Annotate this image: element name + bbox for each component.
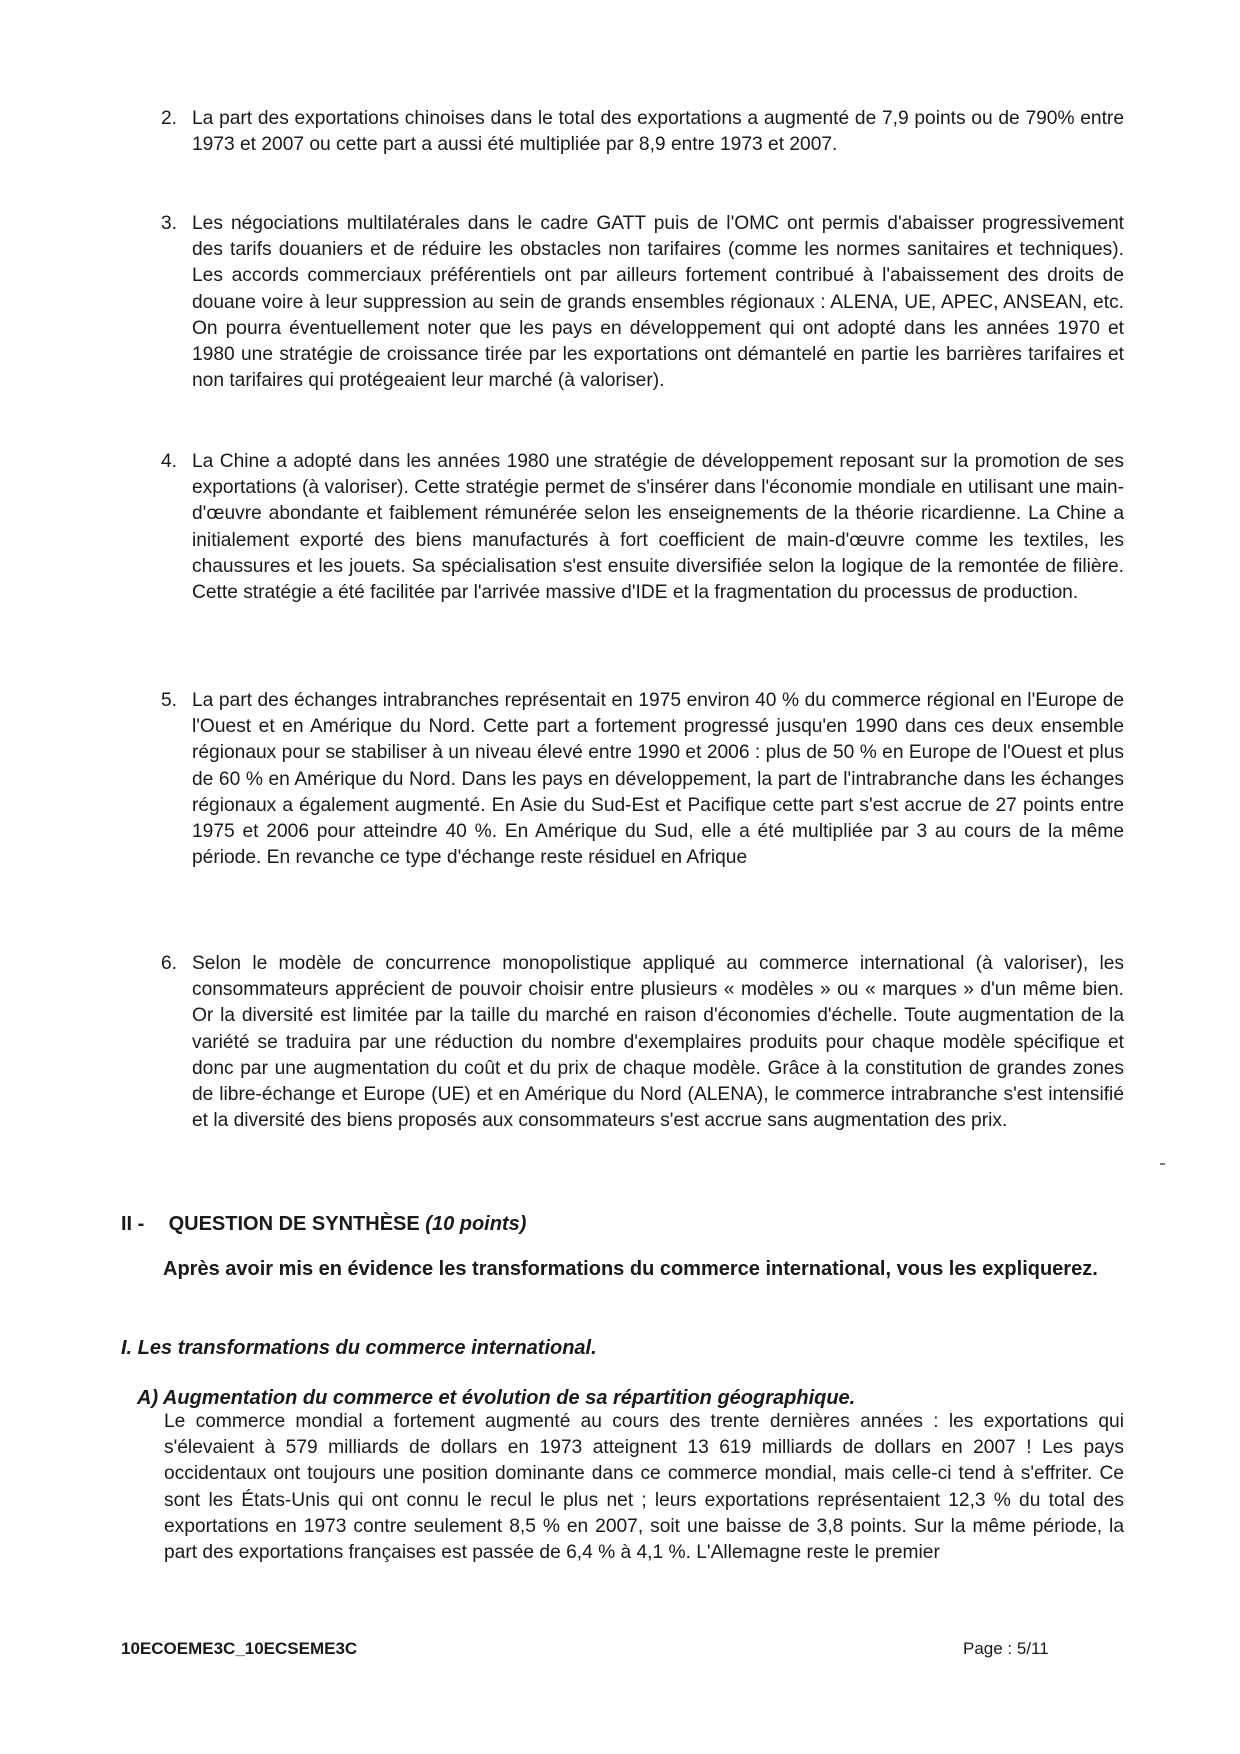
answer-item-4 <box>161 449 1124 606</box>
answer-item-3 <box>161 211 1124 394</box>
item-text: La part des échanges intrabranches représentait en 1975 environ 40 % du commerce régional en l'Europe de l'Ouest et en Amérique du Nord. Cette part a fortement progressé jusqu'en 1990 dans ces deux ensemble régionaux pour se stabiliser à un niveau élevé entre 1990 et 2006 : plus de 50 % en Europe de l'Ouest et plus de 60 % en Amérique du Nord. Dans les pays en développement, la part de l'intrabranche dans les échanges régionaux a également augmenté. En Asie du Sud-Est et Pacifique cette part s'est accrue de 27 points entre 1975 et 2006 pour atteindre 40 %. En Amérique du Sud, elle a été multipliée par 3 au cours de la même période. En revanche ce type d'échange reste résiduel en Afrique <box>192 690 1124 869</box>
item-number: 2. <box>161 108 178 129</box>
item-text: La Chine a adopté dans les années 1980 une stratégie de développement reposant sur la promotion de ses exportations (à valoriser). Cette stratégie permet de s'insérer dans l'économie mondiale en utilisant une main-d'œuvre abondante et faiblement rémunérée selon les enseignements de la théorie ricardienne. La Chine a initialement exporté des biens manufacturés à fort coefficient de main-d'œuvre comme les textiles, les chaussures et les jouets. Sa spécialisation s'est ensuite diversifiée selon la logique de la remontée de filière. Cette stratégie a été facilitée par l'arrivée massive d'IDE et la fragmentation du processus de production. <box>192 451 1124 604</box>
synthesis-question: Après avoir mis en évidence les transformations du commerce international, vous les expliquerez. <box>163 1258 1098 1280</box>
section-title: QUESTION DE SYNTHÈSE <box>168 1213 420 1235</box>
item-number: 4. <box>161 451 178 472</box>
section-points: (10 points) <box>425 1213 527 1235</box>
answer-item-6 <box>161 951 1124 1134</box>
answer-item-5 <box>161 688 1124 871</box>
item-number: 3. <box>161 213 178 234</box>
item-text: Les négociations multilatérales dans le cadre GATT puis de l'OMC ont permis d'abaisser progressivement des tarifs douaniers et de réduire les obstacles non tarifaires (comme les normes sanitaires et techniques). Les accords commerciaux préférentiels ont par ailleurs fortement contribué à l'abaissement des droits de douane voire à leur suppression au sein de grands ensembles régionaux : ALENA, UE, APEC, ANSEAN, etc. On pourra éventuellement noter que les pays en développement qui ont adopté dans les années 1970 et 1980 une stratégie de croissance tirée par les exportations ont démantelé en partie les barrières tarifaires et non tarifaires qui protégeaient leur marché (à valoriser). <box>192 213 1124 392</box>
section-heading <box>121 1211 526 1237</box>
item-number: 5. <box>161 690 178 711</box>
footer-code: 10ECOEME3C_10ECSEME3C <box>121 1639 358 1658</box>
item-text: Selon le modèle de concurrence monopolistique appliqué au commerce international (à valoriser), les consommateurs apprécient de pouvoir choisir entre plusieurs « modèles » ou « marques » d'un même bien. Or la diversité est limitée par la taille du marché en raison d'économies d'échelle. Toute augmentation de la variété se traduira par une réduction du nombre d'exemplaires produits pour chaque modèle spécifique et donc par une augmentation du coût et du prix de chaque modèle. Grâce à la constitution de grandes zones de libre-échange et Europe (UE) et en Amérique du Nord (ALENA), le commerce intrabranche s'est intensifié et la diversité des biens proposés aux consommateurs s'est accrue sans augmentation des prix. <box>192 953 1124 1132</box>
subpart-title: A) Augmentation du commerce et évolution de sa répartition géographique. <box>137 1387 856 1409</box>
item-number: 6. <box>161 953 178 974</box>
scan-speck <box>1160 1163 1165 1165</box>
page-number: Page : 5/11 <box>963 1639 1049 1658</box>
body-paragraph: Le commerce mondial a fortement augmenté au cours des trente dernières années : les exportations qui s'élevaient à 579 milliards de dollars en 1973 atteignent 13 619 milliards de dollars en 2007 ! Les pays occidentaux ont toujours une position dominante dans ce commerce mondial, mais celle-ci tend à s'effriter. Ce sont les États-Unis qui ont connu le recul le plus net ; leurs exportations représentaient 12,3 % du total des exportations en 1973 contre seulement 8,5 % en 2007, soit une baisse de 3,8 points. Sur la même période, la part des exportations françaises est passée de 6,4 % à 4,1 %. L'Allemagne reste le premier <box>164 1411 1124 1564</box>
answer-item-2 <box>161 106 1124 158</box>
part-title: I. Les transformations du commerce international. <box>121 1337 597 1359</box>
section-number: II - <box>121 1213 145 1235</box>
item-text: La part des exportations chinoises dans le total des exportations a augmenté de 7,9 points ou de 790% entre 1973 et 2007 ou cette part a aussi été multipliée par 8,9 entre 1973 et 2007. <box>192 108 1124 156</box>
